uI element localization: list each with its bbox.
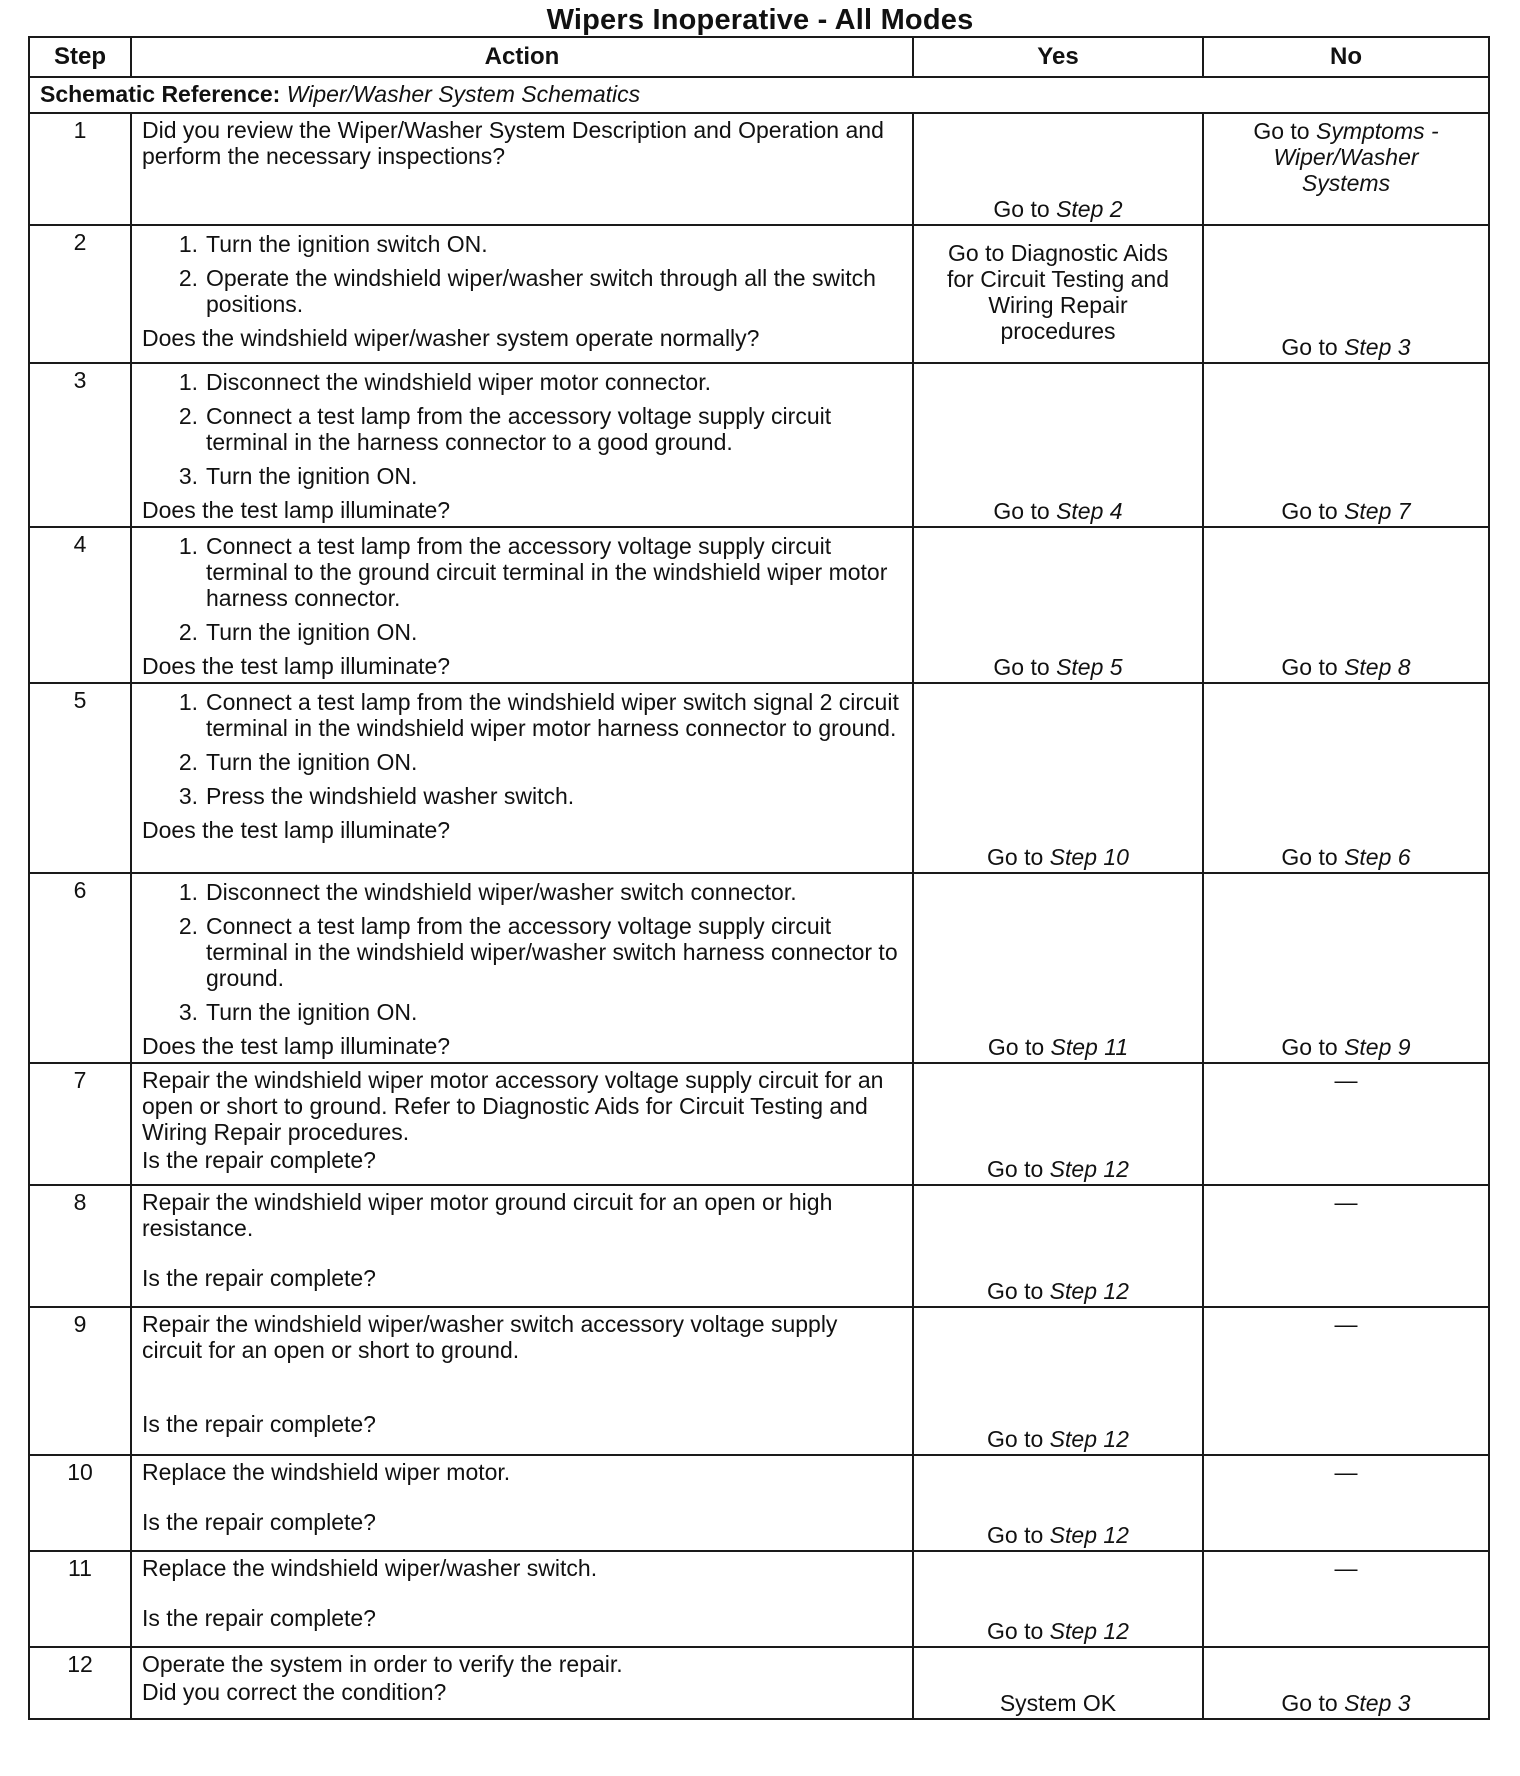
schematic-reference-row: [29, 77, 1489, 113]
step-number: 2: [29, 225, 131, 363]
goto-step-link[interactable]: Step 4: [1056, 498, 1123, 524]
step-number: 4: [29, 527, 131, 683]
action-steps-list: [142, 879, 902, 1025]
action-step: [142, 999, 902, 1025]
table-row: [29, 363, 1489, 527]
yes-result: [914, 844, 1202, 870]
no-goto: [1281, 334, 1410, 360]
action-text: Did you review the Wiper/Washer System Description and Operation and perform the necessary inspections?: [142, 117, 884, 169]
action-cell: [131, 113, 913, 225]
table-row: [29, 1455, 1489, 1551]
action-step-text: Turn the ignition ON.: [206, 619, 418, 645]
no-result: —: [1334, 1311, 1358, 1337]
goto-step-link[interactable]: Step 9: [1344, 1034, 1411, 1060]
action-question: Is the repair complete?: [142, 1509, 376, 1535]
goto-step-link[interactable]: Step 2: [1056, 196, 1123, 222]
no-goto: [1281, 1034, 1410, 1060]
action-step-number: 2.: [178, 265, 198, 291]
goto-step-link[interactable]: Step 3: [1344, 334, 1411, 360]
no-result: —: [1334, 1189, 1358, 1215]
goto-prefix: Go to: [1281, 1034, 1345, 1060]
step-number: 10: [29, 1455, 131, 1551]
action-step-text: Disconnect the windshield wiper motor connector.: [206, 369, 711, 395]
step-number: 11: [29, 1551, 131, 1647]
table-row: [29, 683, 1489, 873]
yes-cell: [913, 1063, 1203, 1185]
no-goto: [1281, 844, 1410, 870]
table-header-row: [29, 37, 1489, 77]
goto-prefix: Go to: [987, 1278, 1050, 1304]
goto-step-link[interactable]: Step 12: [1049, 1522, 1129, 1548]
action-steps-list: [142, 533, 902, 645]
step-number: 3: [29, 363, 131, 527]
step-number: 6: [29, 873, 131, 1063]
goto-step-link[interactable]: Step 12: [1049, 1618, 1129, 1644]
action-steps-list: [142, 689, 902, 809]
table-row: [29, 527, 1489, 683]
action-cell: [131, 527, 913, 683]
goto-prefix: Go to: [993, 498, 1057, 524]
yes-result: System OK: [999, 1690, 1117, 1716]
no-cell: [1203, 1063, 1489, 1185]
action-text: Replace the windshield wiper/washer switch.: [142, 1555, 598, 1581]
no-cell: [1203, 683, 1489, 873]
action-question: Does the test lamp illuminate?: [142, 497, 451, 523]
action-steps-list: [142, 231, 902, 317]
action-step: [142, 403, 902, 455]
table-row: [29, 1551, 1489, 1647]
yes-result: Go to Diagnostic Aids for Circuit Testing and Wiring Repair procedures: [946, 240, 1169, 344]
yes-result: [914, 196, 1202, 222]
action-question: Does the windshield wiper/washer system operate normally?: [142, 325, 760, 351]
action-step-text: Turn the ignition switch ON.: [206, 231, 488, 257]
action-cell: [131, 1307, 913, 1455]
step-number: 9: [29, 1307, 131, 1455]
goto-prefix: Go to: [987, 1618, 1050, 1644]
action-step-number: 2.: [178, 619, 198, 645]
action-step-number: 3.: [178, 783, 198, 809]
no-cell: [1203, 1647, 1489, 1719]
action-step: [142, 689, 902, 741]
header-no: No: [1203, 37, 1489, 77]
yes-cell: [913, 1647, 1203, 1719]
yes-cell: [913, 1551, 1203, 1647]
yes-result: [914, 1156, 1202, 1182]
no-goto: [1281, 498, 1410, 524]
goto-step-link[interactable]: Step 10: [1049, 844, 1129, 870]
yes-goto: [987, 1156, 1129, 1182]
yes-cell: [913, 683, 1203, 873]
action-step: [142, 533, 902, 611]
goto-step-link[interactable]: Step 6: [1344, 844, 1411, 870]
step-number: 12: [29, 1647, 131, 1719]
no-cell: [1203, 1551, 1489, 1647]
yes-cell: [913, 363, 1203, 527]
yes-goto: [988, 1034, 1128, 1060]
yes-goto: [993, 654, 1122, 680]
action-step-text: Turn the ignition ON.: [206, 999, 418, 1025]
action-step: [142, 369, 902, 395]
yes-cell: [913, 527, 1203, 683]
goto-step-link[interactable]: Step 8: [1344, 654, 1411, 680]
action-text: Repair the windshield wiper motor ground circuit for an open or high resistance.: [142, 1189, 833, 1241]
step-number: 1: [29, 113, 131, 225]
goto-prefix: Go to: [987, 844, 1050, 870]
action-step: [142, 231, 902, 257]
yes-result: [914, 1426, 1202, 1452]
no-result: [1234, 118, 1458, 196]
table-row: [29, 1647, 1489, 1719]
goto-prefix: Go to: [1281, 498, 1345, 524]
action-step: [142, 783, 902, 809]
goto-prefix: Go to: [1281, 654, 1345, 680]
action-step-text: Connect a test lamp from the accessory voltage supply circuit terminal in the windshield wiper/washer switch harness connector to ground.: [206, 913, 898, 991]
action-step-text: Press the windshield washer switch.: [206, 783, 575, 809]
action-question: Is the repair complete?: [142, 1411, 376, 1437]
yes-result: [914, 1618, 1202, 1644]
yes-goto: [993, 196, 1122, 222]
page-title: Wipers Inoperative - All Modes: [546, 4, 974, 36]
no-cell: [1203, 113, 1489, 225]
action-step-number: 3.: [178, 463, 198, 489]
goto-prefix: Go to: [993, 654, 1057, 680]
goto-prefix: Go to: [987, 1156, 1050, 1182]
action-step-number: 1.: [178, 231, 198, 257]
no-goto: [1281, 654, 1410, 680]
goto-step-link[interactable]: Symptoms - Wiper/Washer Systems: [1273, 118, 1439, 196]
no-result: —: [1334, 1067, 1358, 1093]
action-step: [142, 879, 902, 905]
header-step: Step: [29, 37, 131, 77]
action-cell: [131, 1185, 913, 1307]
yes-cell: [913, 1307, 1203, 1455]
yes-goto: [993, 498, 1122, 524]
header-yes: Yes: [913, 37, 1203, 77]
goto-step-link[interactable]: Step 12: [1049, 1156, 1129, 1182]
yes-result: [914, 1278, 1202, 1304]
no-result: [1204, 1034, 1488, 1060]
action-text: Repair the windshield wiper/washer switch accessory voltage supply circuit for an open or short to ground.: [142, 1311, 838, 1363]
action-question: Does the test lamp illuminate?: [142, 1033, 451, 1059]
no-cell: [1203, 1185, 1489, 1307]
goto-step-link[interactable]: Step 5: [1056, 654, 1123, 680]
goto-step-link[interactable]: Step 12: [1049, 1426, 1129, 1452]
diagnostic-table: [28, 36, 1490, 1720]
no-result: [1204, 334, 1488, 360]
action-cell: [131, 1063, 913, 1185]
yes-result: [914, 498, 1202, 524]
action-cell: [131, 873, 913, 1063]
schematic-reference-label: Schematic Reference:: [40, 81, 281, 107]
action-question: Is the repair complete?: [142, 1147, 376, 1173]
yes-cell: [913, 225, 1203, 363]
yes-goto: [987, 1618, 1129, 1644]
action-cell: [131, 1647, 913, 1719]
action-step-number: 1.: [178, 533, 198, 559]
goto-prefix: Go to: [987, 1522, 1050, 1548]
goto-prefix: Go to: [993, 196, 1057, 222]
action-step-text: Turn the ignition ON.: [206, 749, 418, 775]
no-goto: [1253, 118, 1438, 196]
header-action: Action: [131, 37, 913, 77]
action-step-number: 1.: [178, 879, 198, 905]
action-step-text: Connect a test lamp from the windshield wiper switch signal 2 circuit terminal in the windshield wiper motor harness connector to ground.: [206, 689, 899, 741]
action-step-text: Connect a test lamp from the accessory voltage supply circuit terminal in the harness connector to a good ground.: [206, 403, 832, 455]
action-step: [142, 463, 902, 489]
no-cell: [1203, 1307, 1489, 1455]
action-cell: [131, 225, 913, 363]
goto-step-link[interactable]: Step 7: [1344, 498, 1411, 524]
goto-prefix: Go to: [987, 1426, 1050, 1452]
yes-cell: [913, 1185, 1203, 1307]
goto-step-link[interactable]: Step 12: [1049, 1278, 1129, 1304]
goto-step-link[interactable]: Step 3: [1344, 1690, 1411, 1716]
yes-goto: [987, 1522, 1129, 1548]
action-cell: [131, 683, 913, 873]
no-result: [1204, 844, 1488, 870]
step-number: 5: [29, 683, 131, 873]
table-row: [29, 1185, 1489, 1307]
no-result: [1204, 654, 1488, 680]
action-text: Replace the windshield wiper motor.: [142, 1459, 511, 1485]
no-cell: [1203, 1455, 1489, 1551]
goto-step-link[interactable]: Step 11: [1050, 1034, 1129, 1060]
action-text: Operate the system in order to verify the repair.: [142, 1651, 623, 1677]
action-step-number: 2.: [178, 749, 198, 775]
table-row: [29, 225, 1489, 363]
goto-prefix: Go to: [987, 1034, 1051, 1060]
yes-cell: [913, 873, 1203, 1063]
action-step: [142, 749, 902, 775]
action-question: Did you correct the condition?: [142, 1679, 447, 1705]
goto-prefix: Go to: [1281, 1690, 1345, 1716]
no-cell: [1203, 527, 1489, 683]
table-row: [29, 113, 1489, 225]
step-number: 7: [29, 1063, 131, 1185]
table-row: [29, 1063, 1489, 1185]
goto-prefix: Go to: [1281, 844, 1345, 870]
yes-result: [914, 1522, 1202, 1548]
yes-goto: [987, 844, 1129, 870]
step-number: 8: [29, 1185, 131, 1307]
no-cell: [1203, 873, 1489, 1063]
action-step-text: Connect a test lamp from the accessory voltage supply circuit terminal to the ground circuit terminal in the windshield wiper motor harness connector.: [206, 533, 888, 611]
action-step: [142, 619, 902, 645]
yes-goto: [987, 1426, 1129, 1452]
action-cell: [131, 1551, 913, 1647]
action-step-number: 1.: [178, 689, 198, 715]
no-result: —: [1334, 1459, 1358, 1485]
action-step: [142, 265, 902, 317]
action-step-number: 3.: [178, 999, 198, 1025]
action-step-text: Turn the ignition ON.: [206, 463, 418, 489]
action-step-text: Operate the windshield wiper/washer switch through all the switch positions.: [206, 265, 876, 317]
action-step-number: 1.: [178, 369, 198, 395]
table-row: [29, 1307, 1489, 1455]
yes-goto: [987, 1278, 1129, 1304]
no-cell: [1203, 225, 1489, 363]
schematic-reference: [29, 77, 1489, 113]
action-step-number: 2.: [178, 403, 198, 429]
no-cell: [1203, 363, 1489, 527]
yes-result: [914, 1034, 1202, 1060]
goto-prefix: Go to: [1253, 118, 1316, 144]
action-step: [142, 913, 902, 991]
no-goto: [1281, 1690, 1410, 1716]
yes-cell: [913, 1455, 1203, 1551]
action-cell: [131, 363, 913, 527]
schematic-reference-link[interactable]: Wiper/Washer System Schematics: [286, 81, 641, 107]
yes-result: [914, 654, 1202, 680]
no-result: [1204, 1690, 1488, 1716]
action-step-number: 2.: [178, 913, 198, 939]
action-cell: [131, 1455, 913, 1551]
action-question: Is the repair complete?: [142, 1605, 376, 1631]
action-question: Does the test lamp illuminate?: [142, 653, 451, 679]
no-result: [1204, 498, 1488, 524]
action-question: Does the test lamp illuminate?: [142, 817, 451, 843]
action-text: Repair the windshield wiper motor accessory voltage supply circuit for an open or short to ground. Refer to Diagnostic Aids for Circuit Testing and Wiring Repair procedures.: [142, 1067, 884, 1145]
action-steps-list: [142, 369, 902, 489]
table-row: [29, 873, 1489, 1063]
goto-prefix: Go to: [1281, 334, 1345, 360]
action-step-text: Disconnect the windshield wiper/washer switch connector.: [206, 879, 797, 905]
no-result: —: [1334, 1555, 1358, 1581]
yes-cell: [913, 113, 1203, 225]
action-question: Is the repair complete?: [142, 1265, 376, 1291]
